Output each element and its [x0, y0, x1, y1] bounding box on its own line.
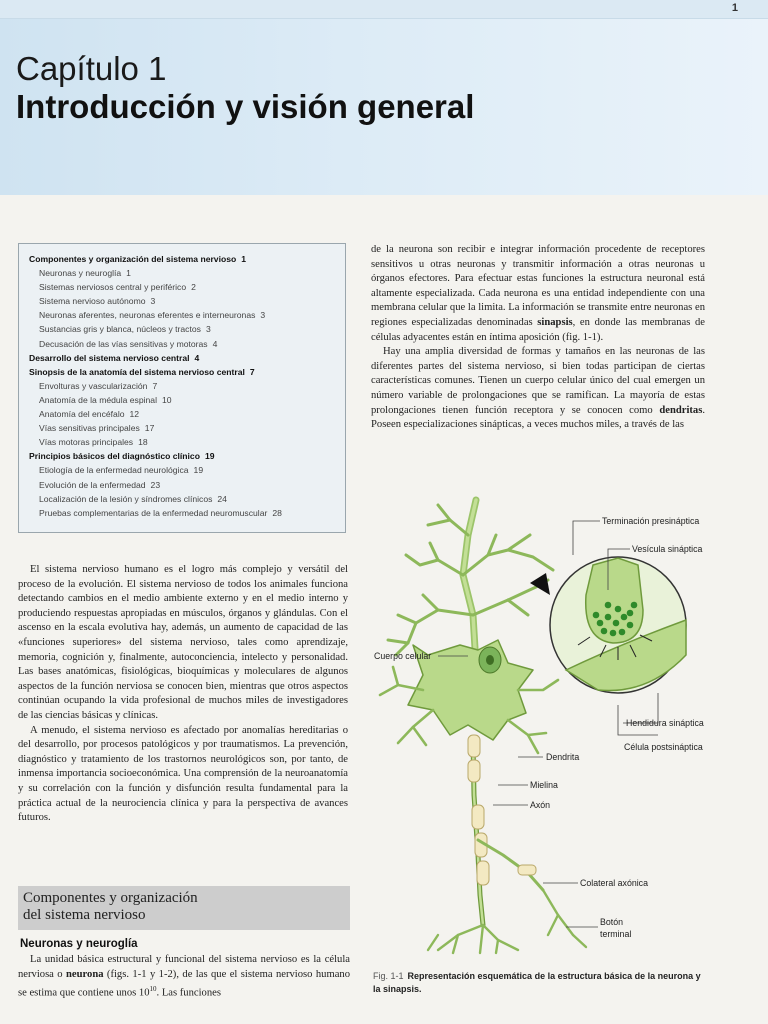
- toc-item-page: 19: [193, 465, 204, 476]
- toc-item-page: 3: [205, 324, 211, 335]
- toc-item-text: Neuronas y neuroglía: [39, 268, 122, 279]
- toc-item: [29, 379, 345, 393]
- toc-item-text: Anatomía de la médula espinal: [39, 394, 158, 405]
- toc-item: [29, 407, 345, 421]
- paragraph: La unidad básica estructural y funcional del sistema nervioso es la célula nerviosa o neurona (figs. 1-1 y 1-2), de las que el sistema nervioso humano se estima que contiene unos $10^{10}$. Las funciones: [18, 954, 351, 999]
- label-cleft: Hendidura sináptica: [626, 718, 704, 728]
- caption-text: Representación esquemática de la estructura básica de la neurona y la sinapsis.: [373, 971, 701, 994]
- table-of-contents: [18, 243, 346, 533]
- toc-item-page: 28: [272, 507, 282, 518]
- label-cell-body: Cuerpo celular: [374, 651, 432, 661]
- toc-item-page: 10: [162, 394, 172, 405]
- label-vesicle: Vesícula sináptica: [632, 544, 703, 554]
- toc-item-text: Etiología de la enfermedad neurológica: [39, 465, 189, 476]
- toc-item-text: Vías sensitivas principales: [39, 423, 140, 434]
- section-heading-box: [18, 886, 350, 930]
- toc-item: [29, 478, 345, 492]
- toc-item-page: 7: [249, 366, 255, 377]
- toc-item-text: Anatomía del encéfalo: [39, 409, 125, 420]
- section-title: Componentes y organización del sistema nervioso: [23, 890, 198, 923]
- toc-item: [29, 322, 345, 336]
- label-collateral: Colateral axónica: [580, 878, 648, 888]
- toc-item-page: 7: [152, 380, 158, 391]
- term-sinapsis: sinapsis: [537, 316, 573, 328]
- toc-item-page: 3: [260, 310, 266, 321]
- label-button-line2: terminal: [600, 929, 632, 939]
- toc-item-page: 17: [144, 423, 155, 434]
- toc-item-text: Sistema nervioso autónomo: [39, 296, 146, 307]
- toc-item: [29, 294, 345, 308]
- toc-item-text: Neuronas aferentes, neuronas eferentes e interneuronas: [39, 310, 256, 321]
- toc-item: [29, 351, 345, 365]
- toc-item-text: Decusación de las vías sensitivas y motoras: [39, 338, 208, 349]
- label-myelin: Mielina: [530, 780, 558, 790]
- toc-item-page: 18: [138, 437, 148, 448]
- paragraph: A menudo, el sistema nervioso es afectado por anomalías hereditarias o del desarrollo, por procesos patológicos y por traumatismos. La prevención, diagnóstico y tratamiento de los trastornos neurológicos son, por tanto, de inmensa importancia socioeconómica. Una comprensión de la neuroanatomía y su correlación con la función y disfunción resulta fundamental para la práctica actual de la neurociencia clínica y para la perspectiva de avances futuros.: [18, 724, 348, 824]
- toc-item: [29, 266, 345, 280]
- chapter-title: Introducción y visión general: [16, 88, 475, 125]
- left-column-text: [18, 563, 348, 826]
- toc-item: [29, 337, 345, 351]
- toc-item-page: 2: [191, 282, 196, 293]
- toc-item-text: Sustancias gris y blanca, núcleos y tractos: [39, 324, 201, 335]
- toc-item: [29, 449, 345, 463]
- toc-item-page: 19: [204, 451, 215, 462]
- toc-item: [29, 435, 345, 449]
- toc-item-text: Localización de la lesión y síndromes clínicos: [39, 493, 213, 504]
- toc-item-text: Principios básicos del diagnóstico clínico: [29, 451, 200, 462]
- toc-item-text: Pruebas complementarias de la enfermedad neuromuscular: [39, 507, 268, 518]
- page-number: 1: [731, 2, 738, 14]
- neuron-figure: [368, 495, 713, 955]
- neuron-illustration: [380, 500, 586, 953]
- toc-item-text: Desarrollo del sistema nervioso central: [29, 352, 190, 363]
- toc-item-text: Evolución de la enfermedad: [39, 479, 146, 490]
- toc-item-text: Vías motoras principales: [39, 437, 134, 448]
- toc-item-text: Envolturas y vascularización: [39, 380, 148, 391]
- paragraph: Hay una amplia diversidad de formas y tamaños en las neuronas de las diferentes partes del sistema nervioso, si bien todas participan de ciertas características comunes. Tienen un cuerpo celular único del cual emergen un número variable de prolongaciones que se ramifican. La mayoría de estas prolongaciones tienen función receptora y se conocen como dendritas. Poseen especializaciones sinápticas, a veces muchos miles, a través de las: [371, 346, 705, 431]
- toc-item: [29, 506, 345, 520]
- toc-item-page: 4: [212, 338, 218, 349]
- toc-item: [29, 280, 345, 294]
- label-button-line1: Botón: [600, 917, 623, 927]
- toc-item: [29, 463, 345, 477]
- toc-item: [29, 308, 345, 322]
- toc-item: [29, 252, 345, 266]
- top-strip: [0, 0, 768, 19]
- label-presynaptic: Terminación presináptica: [602, 516, 700, 526]
- toc-item-text: Sistemas nerviosos central y periférico: [39, 282, 187, 293]
- toc-item-text: Componentes y organización del sistema nervioso: [29, 254, 237, 264]
- toc-item: [29, 365, 345, 379]
- toc-item-page: 1: [126, 268, 131, 279]
- toc-item-page: 12: [129, 409, 140, 420]
- label-postsynaptic: Célula postsináptica: [624, 742, 703, 752]
- toc-item-text: Sinopsis de la anatomía del sistema nervioso central: [29, 366, 245, 377]
- term-neurona: neurona: [66, 968, 104, 980]
- toc-item-page: 23: [150, 479, 161, 490]
- right-column-text: [371, 243, 705, 433]
- label-dendrite: Dendrita: [546, 752, 580, 762]
- paragraph: El sistema nervioso humano es el logro más complejo y versátil del proceso de la evolución. El sistema nervioso de todos los animales funciona detectando cambios en el medio ambiente externo y en el medio interno y produciendo respuestas apropiadas en músculos, órganos y glándulas. Con el ascenso en la escala evolutiva hay, además, un aumento de capacidad de las «funciones superiores» del sistema nervioso, tales como aprendizaje, memoria, cognición y, finalmente, autoconciencia, intelecto y personalidad. Las bases anatómicas, fisiológicas, bioquímicas y moleculares de algunos aspectos de la función nerviosa se conocen bien, mientras que otros aspectos continúan ocupando la vida profesional de muchos miles de investigadores de las ciencias básicas y clínicas.: [18, 564, 348, 721]
- label-axon: Axón: [530, 800, 551, 810]
- caption-number: Fig. 1-1: [373, 971, 404, 981]
- toc-item: [29, 421, 345, 435]
- toc-list: [29, 252, 345, 520]
- toc-item: [29, 492, 345, 506]
- toc-item-page: 24: [217, 493, 227, 504]
- subsection-heading: Neuronas y neuroglía: [20, 938, 138, 950]
- toc-item-page: 3: [150, 296, 156, 307]
- toc-item-page: 4: [194, 352, 200, 363]
- toc-item-page: 1: [241, 254, 247, 264]
- chapter-label: Capítulo 1: [16, 50, 167, 87]
- paragraph: de la neurona son recibir e integrar información procedente de receptores sensitivos u otras neuronas y transmitir información a otras neuronas u órganos efectores. Para efectuar estas funciones la estructura neuronal está altamente especializada. Cada neurona es una entidad independiente con una membrana celular que la limita. La información se transmite entre neuronas en regiones especializadas denominadas sinapsis, en donde las membranas de células adyacentes están en íntima aposición (fig. 1-1).: [371, 244, 705, 343]
- figure-caption: [373, 970, 708, 996]
- section-body-text: [18, 953, 350, 1001]
- toc-item: [29, 393, 345, 407]
- term-dendritas: dendritas: [659, 404, 703, 416]
